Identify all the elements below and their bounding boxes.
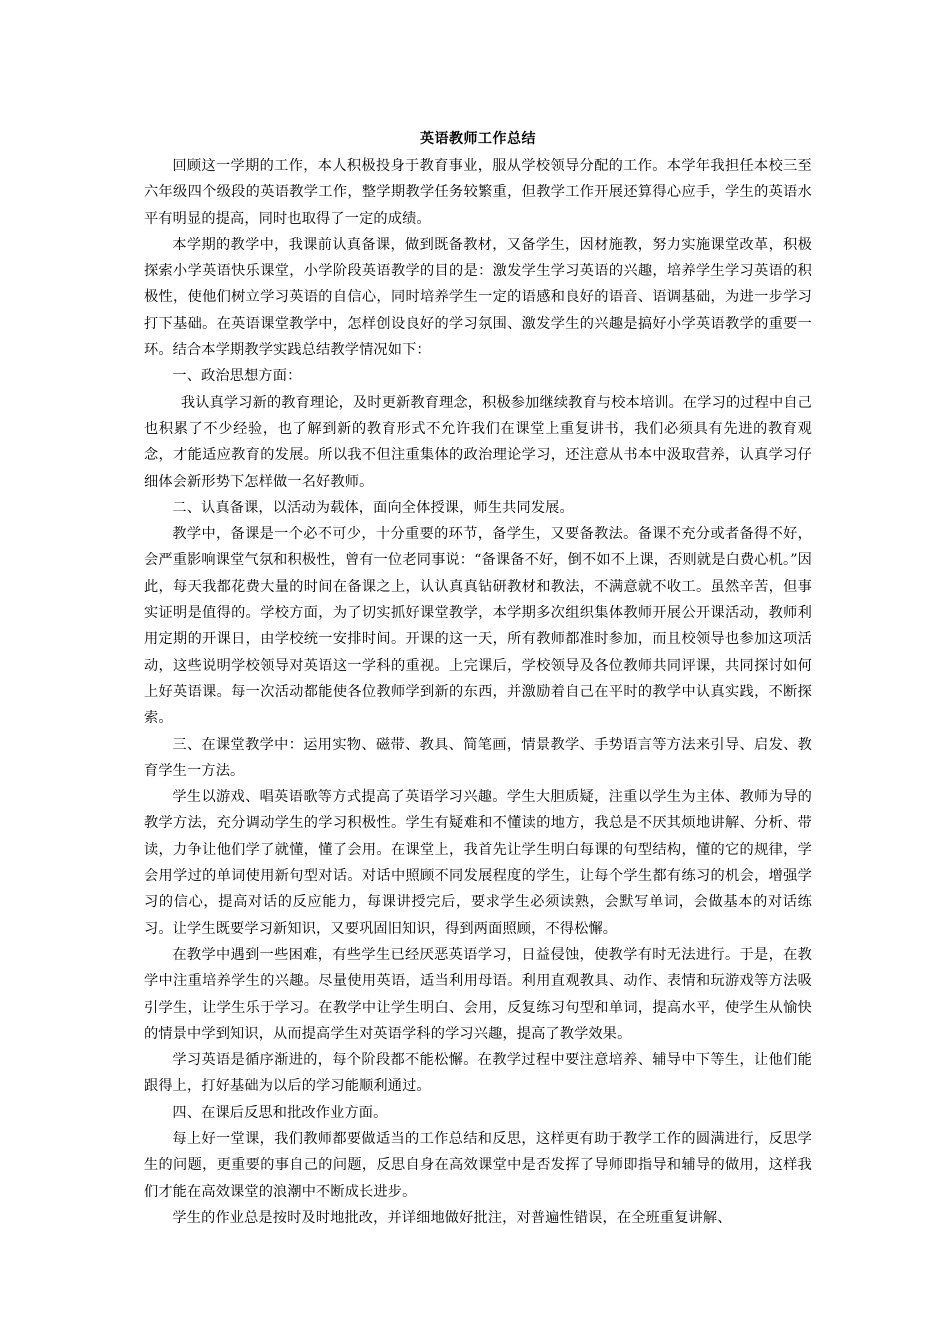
section-heading-lesson-prep: 二、认真备课，以活动为载体，面向全体授课，师生共同发展。: [172, 499, 574, 516]
section-heading-classroom: 三、在课堂教学中：运用实物、磁带、教具、简笔画，情景教学、手势语言等方法来引导、启发、教育学生一方法。: [144, 736, 812, 779]
section-heading-political: 一、政治思想方面：: [172, 368, 302, 385]
section-heading-reflection: 四、在课后反思和批改作业方面。: [172, 1104, 388, 1121]
document-page: [144, 127, 812, 1231]
paragraph-gradual-learning: 学习英语是循序渐进的，每个阶段都不能松懈。在教学过程中要注意培养、辅导中下等生，让他们能跟得上，打好基础为以后的学习能顺利通过。: [144, 1052, 812, 1095]
paragraph-lesson-prep: 教学中，备课是一个必不可少，十分重要的环节，备学生，又要备教法。备课不充分或者备得不好，会严重影响课堂气氛和积极性，曾有一位老同事说：“备课备不好，倒不如不上课，否则就是白费心机。”因此，每天我都花费大量的时间在备课之上，认认真真钻研教材和教法，不满意就不收工。虽然辛苦，但事实证明是值得的。学校方面，为了切实抓好课堂教学，本学期多次组织集体教师开展公开课活动，教师利用定期的开课日，由学校统一安排时间。开课的这一天，所有教师都准时参加，而且校领导也参加这项活动，这些说明学校领导对英语这一学科的重视。上完课后，学校领导及各位教师共同评课，共同探讨如何上好英语课。每一次活动都能使各位教师学到新的东西，并激励着自己在平时的教学中认真实践，不断探索。: [144, 526, 812, 727]
paragraph-classroom-methods: 学生以游戏、唱英语歌等方式提高了英语学习兴趣。学生大胆质疑，注重以学生为主体、教师为导的教学方法，充分调动学生的学习积极性。学生有疑难和不懂读的地方，我总是不厌其烦地讲解、分析、带读，力争让他们学了就懂，懂了会用。在课堂上，我首先让学生明白每课的句型结构，懂的它的规律，学会用学过的单词使用新句型对话。对话中照顾不同发展程度的学生，让每个学生都有练习的机会，增强学习的信心，提高对话的反应能力，每课讲授完后，要求学生必须读熟，会默写单词，会做基本的对话练习。让学生既要学习新知识，又要巩固旧知识，得到两面照顾，不得松懈。: [144, 789, 812, 937]
paragraph-teaching-overview: 本学期的教学中，我课前认真备课，做到既备教材，又备学生，因材施教，努力实施课堂改革，积极探索小学英语快乐课堂，小学阶段英语教学的目的是：激发学生学习英语的兴趣，培养学生学习英语的积极性，使他们树立学习英语的自信心，同时培养学生一定的语感和良好的语音、语调基础，为进一步学习打下基础。在英语课堂教学中，怎样创设良好的学习氛围、激发学生的兴趣是搞好小学英语教学的重要一环。结合本学期教学实践总结教学情况如下：: [144, 236, 812, 359]
paragraph-difficulties: 在教学中遇到一些困难，有些学生已经厌恶英语学习，日益侵蚀，使教学有时无法进行。于是，在教学中注重培养学生的兴趣。尽量使用英语，适当利用母语。利用直观教具、动作、表情和玩游戏等方法吸引学生，让学生乐于学习。在教学中让学生明白、会用，反复练习句型和单词，提高水平，使学生从愉快的情景中学到知识，从而提高学生对英语学科的学习兴趣，提高了教学效果。: [144, 946, 812, 1042]
paragraph-intro: 回顾这一学期的工作，本人积极投身于教育事业，服从学校领导分配的工作。本学年我担任本校三至六年级四个级段的英语教学工作，整学期教学任务较繁重，但教学工作开展还算得心应手，学生的英语水平有明显的提高，同时也取得了一定的成绩。: [144, 158, 812, 227]
document-title: 英语教师工作总结: [420, 131, 536, 147]
paragraph-political: 我认真学习新的教育理论，及时更新教育理念，积极参加继续教育与校本培训。在学习的过程中自己也积累了不少经验，也了解到新的教育形式不允许我们在课堂上重复讲书，我们必须具有先进的教育观念，才能适应教育的发展。所以我不但注重集体的政治理论学习，还注意从书本中汲取营养，认真学习仔细体会新形势下怎样做一名好教师。: [144, 394, 812, 490]
paragraph-homework: 学生的作业总是按时及时地批改，并详细地做好批注，对普遍性错误，在全班重复讲解、: [172, 1209, 732, 1226]
paragraph-reflection: 每上好一堂课，我们教师都要做适当的工作总结和反思，这样更有助于教学工作的圆满进行，反思学生的问题，更重要的事自己的问题，反思自身在高效课堂中是否发挥了导师即指导和辅导的做用，这样我们才能在高效课堂的浪潮中不断成长进步。: [144, 1130, 812, 1200]
